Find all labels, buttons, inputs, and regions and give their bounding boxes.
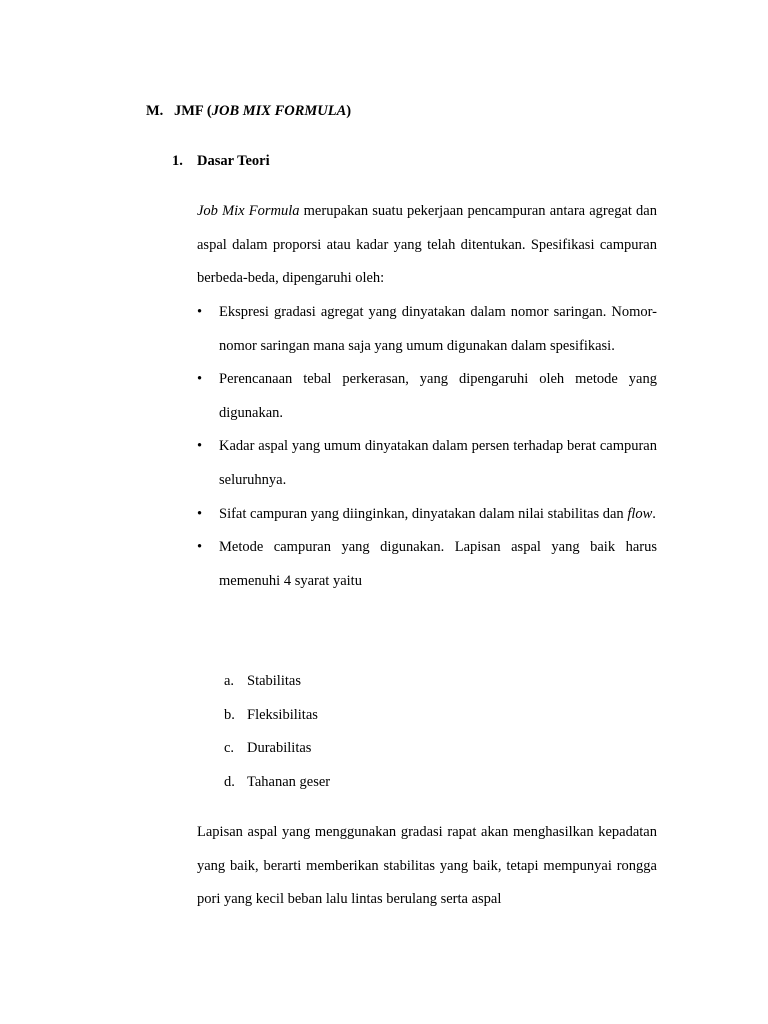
intro-text: merupakan suatu pekerjaan pencampuran antara agregat dan aspal dalam proporsi atau kadar yang telah ditentukan. Spesifikasi campuran berbeda-beda, dipengaruhi oleh:	[197, 203, 657, 287]
requirement-label: Durabilitas	[247, 740, 312, 757]
subsection-heading	[172, 153, 270, 170]
bullet-text: Ekspresi gradasi agregat yang dinyatakan dalam nomor saringan. Nomor-nomor saringan mana saja yang umum digunakan dalam spesifikasi.	[219, 304, 657, 354]
bullet-icon: •	[197, 304, 203, 320]
bullet-list	[197, 296, 657, 598]
bullet-text: Kadar aspal yang umum dinyatakan dalam persen terhadap berat campuran seluruhnya.	[219, 438, 657, 488]
bullet-icon: •	[197, 371, 203, 388]
list-item	[224, 665, 330, 699]
bullet-italic-term: flow	[627, 505, 653, 522]
section-letter: M.	[146, 103, 164, 119]
bullet-text: Sifat campuran yang diinginkan, dinyatakan dalam nilai stabilitas dan	[219, 505, 628, 522]
section-title-suffix: )	[346, 103, 352, 119]
intro-paragraph	[197, 195, 657, 296]
requirement-label: Fleksibilitas	[247, 706, 318, 723]
list-item	[197, 498, 657, 532]
section-title-italic: JOB MIX FORMULA	[211, 103, 347, 119]
requirement-label: Stabilitas	[247, 673, 301, 689]
bullet-icon: •	[197, 438, 203, 455]
section-heading	[146, 103, 351, 120]
list-item	[197, 531, 657, 598]
bullet-icon: •	[197, 539, 203, 556]
list-item	[224, 699, 330, 733]
list-item	[197, 363, 657, 430]
list-item	[197, 296, 657, 363]
closing-paragraph: Lapisan aspal yang menggunakan gradasi rapat akan menghasilkan kepadatan yang baik, berarti memberikan stabilitas yang baik, tetapi mempunyai rongga pori yang kecil beban lalu lintas berulang serta aspal	[197, 824, 657, 908]
list-item	[224, 732, 330, 766]
requirements-list	[224, 665, 330, 799]
section-title-prefix: JMF (	[174, 103, 212, 119]
list-marker: b.	[224, 706, 235, 723]
list-marker: a.	[224, 673, 235, 689]
bullet-text: Perencanaan tebal perkerasan, yang dipengaruhi oleh metode yang digunakan.	[219, 371, 657, 421]
bullet-icon: •	[197, 505, 203, 522]
intro-italic-lead: Job Mix Formula	[197, 203, 300, 219]
bullet-tail-punct: .	[652, 505, 656, 522]
subsection-title: Dasar Teori	[197, 153, 270, 169]
requirement-label: Tahanan geser	[247, 773, 331, 790]
bullet-text: Metode campuran yang digunakan. Lapisan aspal yang baik harus memenuhi 4 syarat yaitu	[219, 539, 657, 589]
list-item	[224, 766, 330, 800]
subsection-number: 1.	[172, 153, 183, 169]
list-item	[197, 430, 657, 497]
list-marker: d.	[224, 773, 235, 790]
list-marker: c.	[224, 740, 235, 757]
